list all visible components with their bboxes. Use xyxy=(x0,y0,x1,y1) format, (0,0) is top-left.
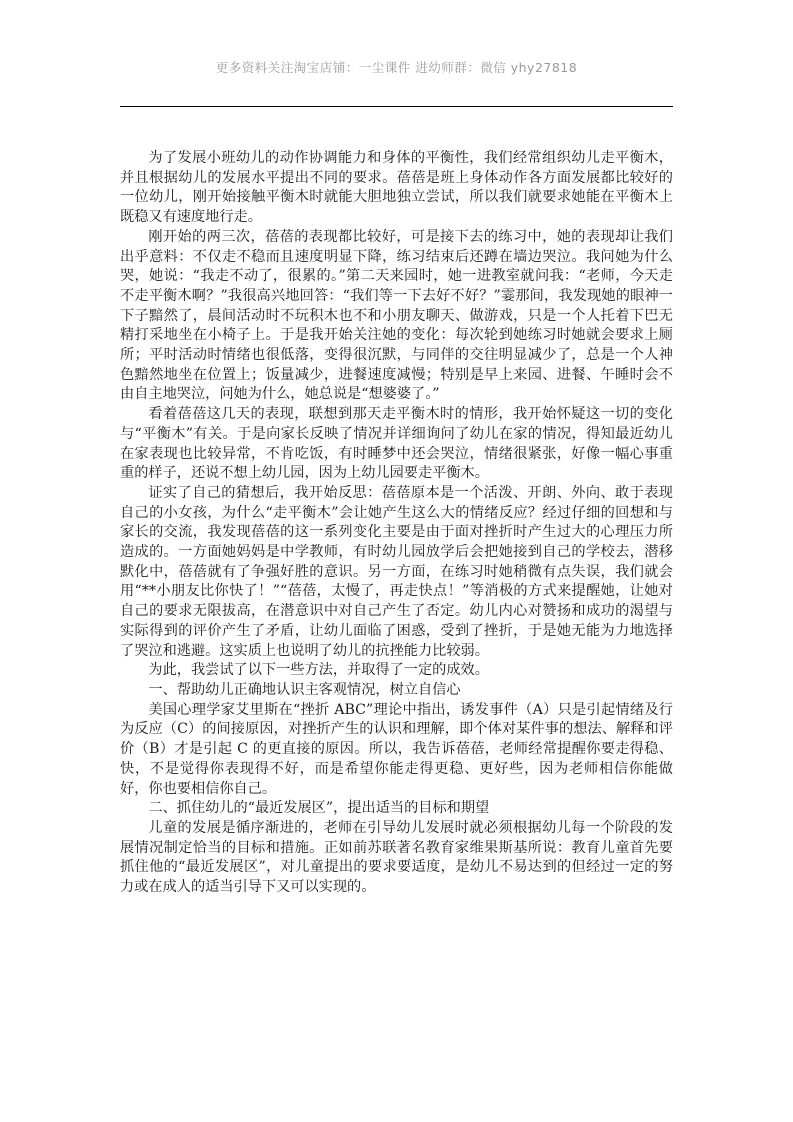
section-heading: 二、抓住幼儿的“最近发展区”，提出适当的目标和期望 xyxy=(148,800,490,817)
paragraph: 为此，我尝试了以下一些方法，并取得了一定的成效。 xyxy=(148,662,489,679)
paragraph: 儿童的发展是循序渐进的，老师在引导幼儿发展时就必须根据幼儿每一个阶段的发展情况制定恰当的目标和措施。正如前苏联著名教育家维果斯基所说：教育儿童首先要抓住他的“最近发展区”，对儿童提出的要求要适度，是幼儿不易达到的但经过一定的努力或在成人的适当引导下又可以实现的。 xyxy=(120,819,673,896)
paragraph: 刚开始的两三次，蓓蓓的表现都比较好，可是接下去的练习中，她的表现却让我们出乎意料：不仅走不稳而且速度明显下降，练习结束后还蹲在墙边哭泣。我问她为什么哭，她说：“我走不动了，很累的。”第二天来园时，她一进教室就问我：“老师，今天走不走平衡木啊？”我很高兴地回答：“我们等一下去好不好？”霎那间，我发现她的眼神一下子黯然了，晨间活动时不玩积木也不和小朋友聊天、做游戏，只是一个人托着下巴无精打采地坐在小椅子上。于是我开始关注她的变化：每次轮到她练习时她就会要求上厕所；平时活动时情绪也很低落，变得很沉默，与同伴的交往明显减少了，总是一个人神色黯然地坐在位置上；饭量减少，进餐速度减慢；特别是早上来园、进餐、午睡时会不由自主地哭泣，问她为什么，她总说是“想婆婆了。” xyxy=(120,228,673,403)
page-header: 更多资料关注淘宝店铺：一尘课件 进幼师群：微信 yhy27818 xyxy=(215,60,578,75)
document-body xyxy=(120,149,673,898)
paragraph: 证实了自己的猜想后，我开始反思：蓓蓓原本是一个活泼、开朗、外向、敢于表现自己的小女孩，为什么“走平衡木”会让她产生这么大的情绪反应？经过仔细的回想和与家长的交流，我发现蓓蓓的这一系列变化主要是由于面对挫折时产生过大的心理压力所造成的。一方面她妈妈是中学教师，有时幼儿园放学后会把她接到自己的学校去，潜移默化中，蓓蓓就有了争强好胜的意识。另一方面，在练习时她稍微有点失误，我们就会用“**小朋友比你快了！”“蓓蓓，太慢了，再走快点！”等消极的方式来提醒她，让她对自己的要求无限拔高，在潜意识中对自己产生了否定。幼儿内心对赞扬和成功的渴望与实际得到的评价产生了矛盾，让幼儿面临了困惑，受到了挫折，于是她无能为力地选择了哭泣和逃避。这实质上也说明了幼儿的抗挫能力比较弱。 xyxy=(120,484,673,659)
header-divider xyxy=(120,106,673,107)
paragraph: 为了发展小班幼儿的动作协调能力和身体的平衡性，我们经常组织幼儿走平衡木，并且根据幼儿的发展水平提出不同的要求。蓓蓓是班上身体动作各方面发展都比较好的一位幼儿，刚开始接触平衡木时就能大胆地独立尝试，所以我们就要求她能在平衡木上既稳又有速度地行走。 xyxy=(120,150,673,226)
section-heading: 一、帮助幼儿正确地认识主客观情况，树立自信心 xyxy=(148,681,461,698)
paragraph: 美国心理学家艾里斯在“挫折 ABC”理论中指出，诱发事件（A）只是引起情绪及行为反应（C）的间接原因，对挫折产生的认识和理解，即个体对某件事的想法、解释和评价（B）才是引起 C 的更直接的原因。所以，我告诉蓓蓓，老师经常提醒你要走得稳、快，不是觉得你表现得不好，而是希望你能走得更稳、更好些，因为老师相信你能做好，你也要相信你自己。 xyxy=(120,701,673,797)
paragraph: 看着蓓蓓这几天的表现，联想到那天走平衡木时的情形，我开始怀疑这一切的变化与“平衡木”有关。于是向家长反映了情况并详细询问了幼儿在家的情况，得知最近幼儿在家表现也比较异常，不肯吃饭，有时睡梦中还会哭泣，情绪很紧张，好像一幅心事重重的样子，还说不想上幼儿园，因为上幼儿园要走平衡木。 xyxy=(120,406,673,482)
